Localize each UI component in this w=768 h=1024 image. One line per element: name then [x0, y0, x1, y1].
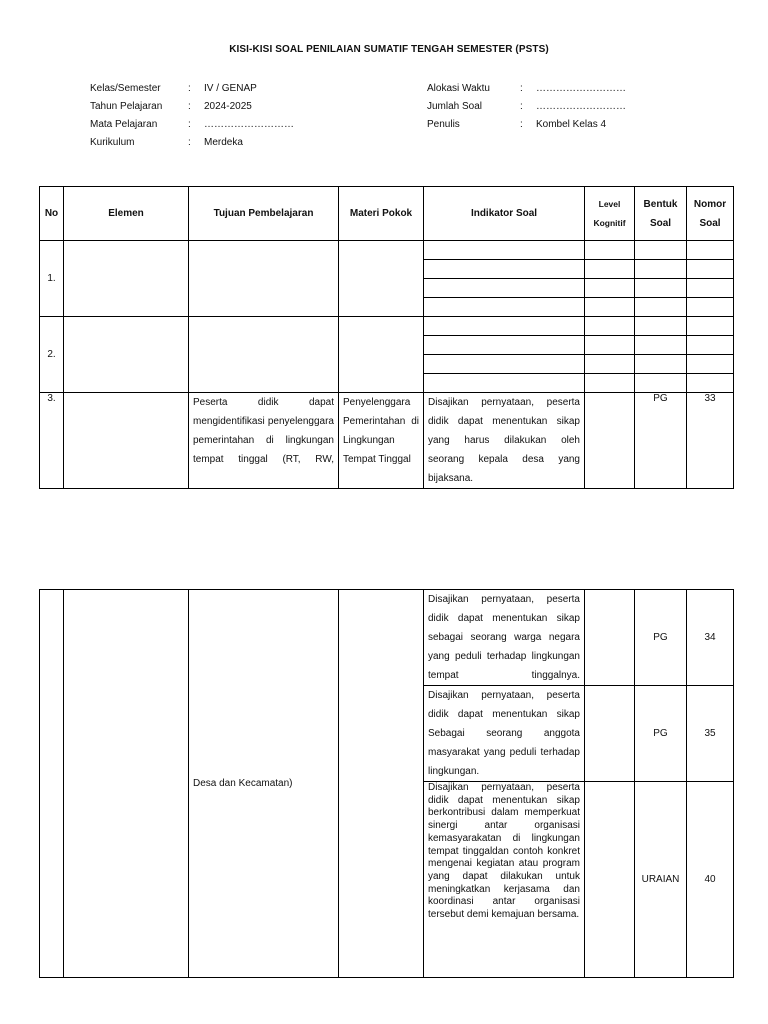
cell-bentuk: PG [635, 686, 687, 782]
header-row [40, 187, 734, 241]
meta-colon: : [188, 119, 191, 130]
header-nomor [687, 187, 734, 241]
cell-tujuan [189, 317, 339, 393]
cell-indikator: Disajikan pernyataan, peserta didik dapat menentukan sikap Sebagai seorang anggota masyarakat yang peduli terhadap lingkungan. [424, 686, 585, 782]
cell-indikator [424, 260, 585, 279]
cell-indikator [424, 317, 585, 336]
meta-colon: : [520, 101, 523, 112]
table-row [40, 241, 734, 260]
meta-label: Alokasi Waktu [427, 83, 490, 94]
header-level [585, 187, 635, 241]
cell-indikator [424, 355, 585, 374]
cell-nomor [687, 374, 734, 393]
cell-bentuk [635, 260, 687, 279]
header-bentuk-line2: Soal [649, 217, 672, 229]
meta-row-mapel [90, 116, 294, 134]
cell-tujuan [189, 241, 339, 317]
cell-level [585, 374, 635, 393]
cell-bentuk [635, 374, 687, 393]
meta-value: ……………………… [204, 119, 294, 130]
cell-level [585, 686, 635, 782]
meta-label: Kurikulum [90, 137, 135, 148]
cell-bentuk [635, 241, 687, 260]
meta-value: ……………………… [536, 101, 626, 112]
cell-level [585, 317, 635, 336]
meta-colon: : [188, 101, 191, 112]
table-row [40, 590, 734, 686]
header-nomor-line2: Soal [699, 217, 721, 229]
meta-row-kelas [90, 80, 294, 98]
cell-nomor: 33 [687, 393, 734, 489]
meta-colon: : [520, 83, 523, 94]
cell-tujuan [189, 393, 339, 489]
header-no: No [40, 187, 64, 241]
row-number: 2. [40, 317, 64, 393]
meta-row-tahun [90, 98, 294, 116]
meta-colon: : [520, 119, 523, 130]
header-indikator: Indikator Soal [424, 187, 585, 241]
cell-level [585, 782, 635, 978]
cell-indikator [424, 298, 585, 317]
cell-bentuk: URAIAN [635, 782, 687, 978]
cell-nomor: 34 [687, 590, 734, 686]
meta-left [90, 80, 294, 152]
cell-nomor [687, 355, 734, 374]
meta-value: ……………………… [536, 83, 626, 94]
header-materi: Materi Pokok [339, 187, 424, 241]
meta-value: Kombel Kelas 4 [536, 119, 607, 130]
row-number [40, 590, 64, 978]
kisi-kisi-table [39, 186, 734, 489]
cell-level [585, 298, 635, 317]
cell-bentuk [635, 317, 687, 336]
header-level-line2: Kognitif [593, 217, 626, 228]
meta-label: Jumlah Soal [427, 101, 483, 112]
meta-row-penulis [427, 116, 626, 134]
kisi-kisi-table-continued [39, 589, 734, 978]
meta-colon: : [188, 137, 191, 148]
cell-level [585, 279, 635, 298]
cell-indikator: Disajikan pernyataan, peserta didik dapat menentukan sikap yang harus dilakukan oleh seorang kepala desa yang bijaksana. [424, 393, 585, 489]
cell-indikator [424, 241, 585, 260]
meta-label: Penulis [427, 119, 460, 130]
table-row [40, 393, 734, 489]
meta-label: Tahun Pelajaran [90, 101, 163, 112]
header-nomor-line1: Nomor [693, 198, 727, 210]
document-title: KISI-KISI SOAL PENILAIAN SUMATIF TENGAH SEMESTER (PSTS) [229, 44, 549, 55]
header-bentuk [635, 187, 687, 241]
cell-indikator [424, 374, 585, 393]
cell-nomor [687, 298, 734, 317]
cell-materi [339, 590, 424, 978]
cell-elemen [64, 317, 189, 393]
header-bentuk-line1: Bentuk [643, 198, 678, 210]
cell-nomor [687, 317, 734, 336]
cell-tujuan: Desa dan Kecamatan) [189, 590, 339, 978]
cell-nomor [687, 260, 734, 279]
cell-nomor [687, 336, 734, 355]
cell-elemen [64, 241, 189, 317]
cell-level [585, 241, 635, 260]
cell-bentuk [635, 336, 687, 355]
meta-label: Kelas/Semester [90, 83, 161, 94]
cell-bentuk [635, 298, 687, 317]
cell-materi: Penyelenggara Pemerintahan di Lingkungan Tempat Tinggal [339, 393, 424, 489]
cell-level [585, 590, 635, 686]
cell-indikator: Disajikan pernyataan, peserta didik dapat menentukan sikap sebagai seorang warga negara yang peduli terhadap lingkungan tempat tinggalnya. [424, 590, 585, 686]
meta-value: 2024-2025 [204, 101, 252, 112]
cell-indikator [424, 279, 585, 298]
cell-nomor: 35 [687, 686, 734, 782]
meta-label: Mata Pelajaran [90, 119, 158, 130]
meta-value: IV / GENAP [204, 83, 257, 94]
cell-bentuk [635, 355, 687, 374]
table-row [40, 317, 734, 336]
cell-bentuk: PG [635, 590, 687, 686]
cell-nomor [687, 241, 734, 260]
row-number: 1. [40, 241, 64, 317]
cell-nomor [687, 279, 734, 298]
meta-right [427, 80, 626, 134]
meta-row-kurikulum [90, 134, 294, 152]
header-level-line1: Level [598, 198, 621, 209]
header-elemen: Elemen [64, 187, 189, 241]
cell-materi [339, 241, 424, 317]
cell-level [585, 336, 635, 355]
meta-colon: : [188, 83, 191, 94]
cell-indikator: Disajikan pernyataan, peserta didik dapat menentukan sikap berkontribusi dalam memperkuat sinergi antar organisasi kemasyarakatan di lingkungan tempat tinggaldan contoh konkret mengenai kegiatan atau program yang dapat dilakukan untuk meningkatkan kerjasama dan koordinasi antar organisasi tersebut demi kemajuan bersama. [424, 782, 585, 978]
cell-nomor: 40 [687, 782, 734, 978]
cell-elemen [64, 393, 189, 489]
meta-value: Merdeka [204, 137, 243, 148]
meta-row-jumlah [427, 98, 626, 116]
cell-level [585, 355, 635, 374]
row-number: 3. [40, 393, 64, 489]
cell-bentuk [635, 279, 687, 298]
cell-elemen [64, 590, 189, 978]
tujuan-text: Peserta didik dapat mengidentifikasi penyelenggara pemerintahan di lingkungan tempat tinggal (RT, RW, [193, 397, 334, 465]
cell-level [585, 260, 635, 279]
cell-materi [339, 317, 424, 393]
cell-level [585, 393, 635, 489]
header-tujuan: Tujuan Pembelajaran [189, 187, 339, 241]
cell-bentuk: PG [635, 393, 687, 489]
cell-indikator [424, 336, 585, 355]
meta-row-alokasi [427, 80, 626, 98]
